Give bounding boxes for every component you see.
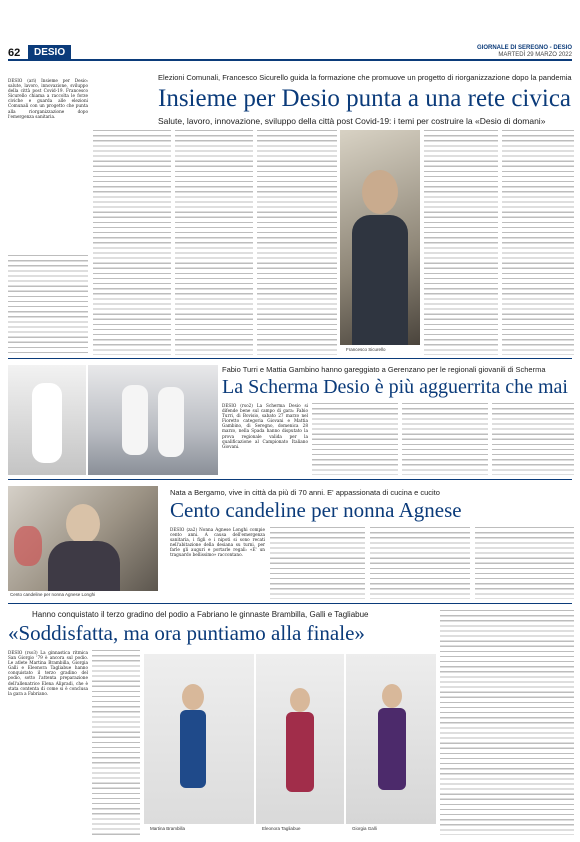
tagliabue-photo (256, 654, 344, 824)
article3-column-1 (170, 527, 265, 599)
newspaper-name: GIORNALE DI SEREGNO - DESIO (476, 45, 572, 51)
header-rule (8, 59, 572, 61)
article3-headline: Cento candeline per nonna Agnese (170, 498, 462, 522)
article1-body-column-4 (257, 130, 337, 355)
article2-column-3 (402, 403, 488, 475)
article4-column-3 (440, 610, 574, 835)
article2-column-1 (222, 403, 308, 475)
article1-body-column-5 (424, 130, 498, 355)
article4-kicker: Hanno conquistato il terzo gradino del podio a Fabriano le ginnaste Brambilla, Galli e Tagliabue (32, 610, 369, 619)
fencer-photo (8, 365, 86, 475)
article2-column-2 (312, 403, 398, 475)
brambilla-caption: Martina Brambilla (150, 826, 186, 831)
article2-lead: DESIO (rso2) La Scherma Desio si difende bene sul campo di gara: Fabio Turri, di Bovisio, sabato 27 marzo nel Fioretto categoria Giovani e Mattia Gambino, di Seregno, domenica 28 marzo, nella Spada hanno disputato la prova regionale valida per la qualificazione al Campionato Italiano Giovani. (222, 403, 308, 449)
brambilla-photo (144, 654, 254, 824)
page-header (0, 0, 580, 62)
newspaper-masthead (477, 45, 572, 59)
article1-lead-column (8, 78, 88, 254)
article3-column-4 (475, 527, 574, 599)
tagliabue-caption: Eleonora Tagliabue (262, 826, 301, 831)
sicurello-photo (340, 130, 420, 345)
article1-body-column-6 (502, 130, 574, 355)
section-label: DESIO (28, 45, 71, 60)
galli-photo (346, 654, 436, 824)
article1-kicker: Elezioni Comunali, Francesco Sicurello guida la formazione che promuove un progetto di riorganizzazione dopo la pandemia (158, 73, 572, 82)
article1-body-column-2 (93, 130, 171, 355)
separator (8, 358, 572, 359)
article1-body-column-1 (8, 255, 88, 355)
article4-headline: «Soddisfatta, ma ora puntiamo alla finale» (8, 621, 365, 645)
issue-date: MARTEDÌ 29 MARZO 2022 (498, 52, 572, 58)
article3-lead: DESIO (za2) Nonna Agnese Longhi compie cento anni. A causa dell'emergenza sanitaria, i figli e i nipoti si sono recati nell'abitazione della desiana su turni, per farle gli auguri e portarle regali: «E' un traguardo bellissimo» raccontano. (170, 527, 265, 558)
article1-headline: Insieme per Desio punta a una rete civica (158, 85, 572, 112)
article1-body-column-3 (175, 130, 253, 355)
article2-kicker: Fabio Turri e Mattia Gambino hanno gareggiato a Gerenzano per le regionali giovanili di Scherma (222, 365, 546, 374)
article3-column-2 (270, 527, 365, 599)
separator (8, 603, 572, 604)
article4-lead: DESIO (rso3) La ginnastica ritmica San Giorgio '79 è ancora sul podio. Le atlete Martina Brambilla, Giorgia Galli e Eleonora Tagliabue hanno conquistato il terzo gradino del podio, sotto l'attenta preparazione dell'allenatrice Elena Alipradi, che è stata contenta di come si è conclusa la gara a Fabriano. (8, 650, 88, 696)
article1-subhead: Salute, lavoro, innovazione, sviluppo della città post Covid-19: i temi per costruire la «Desio di domani» (158, 116, 546, 126)
article1-lead: DESIO (ari) Insieme per Desio: salute, lavoro, innovazione, sviluppo della città post Covid-19. Francesco Sicurello chiama a raccolta le forze civiche e guarda alle elezioni Comunali con un progetto che punta alla riorganizzazione dopo l'emergenza sanitaria. (8, 78, 88, 119)
article4-lead-column (8, 650, 88, 835)
article4-column-2 (92, 650, 140, 835)
sicurello-photo-caption: Francesco Sicurello (346, 347, 386, 352)
separator (8, 479, 572, 480)
page-number: 62 (8, 47, 21, 59)
article3-kicker: Nata a Bergamo, vive in città da più di 70 anni. E' appassionata di cucina e cucito (170, 488, 440, 497)
agnese-photo-caption: Cento candeline per nonna Agnese Longhi (10, 592, 96, 597)
article2-column-4 (492, 403, 574, 475)
article3-column-3 (370, 527, 470, 599)
galli-caption: Giorgia Galli (352, 826, 377, 831)
article2-headline: La Scherma Desio è più agguerrita che mai (222, 376, 568, 398)
agnese-photo (8, 486, 158, 591)
fencers-photo (88, 365, 218, 475)
